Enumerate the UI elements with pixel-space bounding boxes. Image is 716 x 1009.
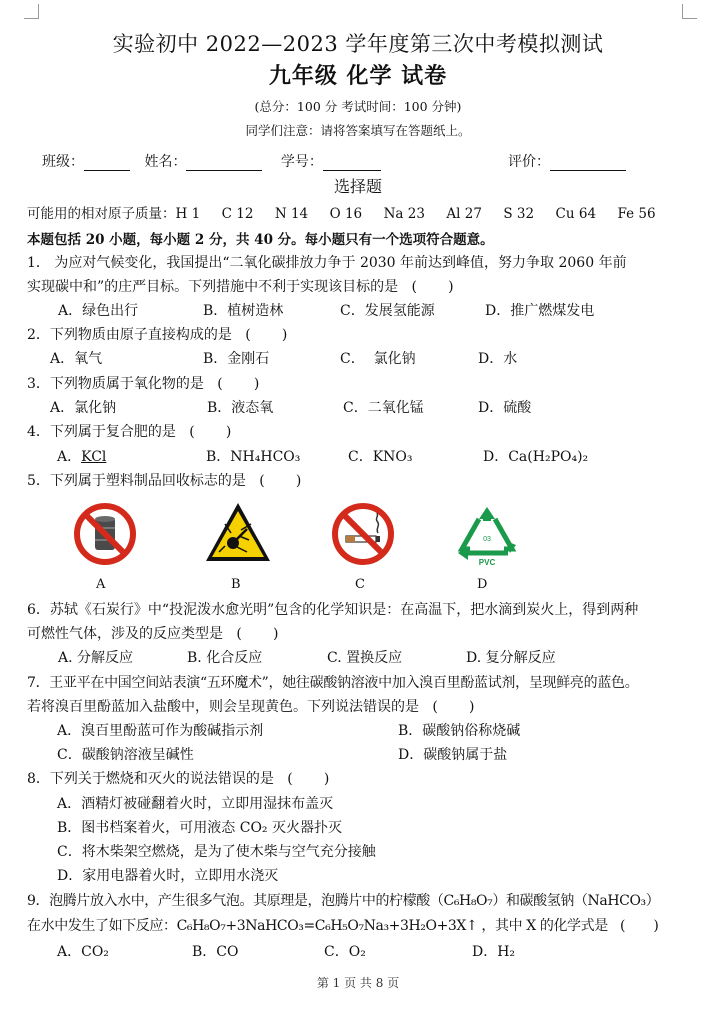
q5-pvc-text: PVC xyxy=(478,558,496,567)
q4-stem: 4．下列属于复合肥的是 ( ) xyxy=(27,424,232,440)
q9-option-b[interactable]: B．CO xyxy=(192,944,239,960)
q7-option-b[interactable]: B．碳酸钠俗称烧碱 xyxy=(398,723,521,739)
q2-option-b[interactable]: B．金刚石 xyxy=(203,351,270,367)
q9-line2: 在水中发生了如下反应：C₆H₈O₇+3NaHCO₃=C₆H₅O₇Na₃+3H₂O+3X↑ ，其中 X 的化学式是 ( ) xyxy=(27,918,659,934)
q1-option-d[interactable]: D．推广燃煤发电 xyxy=(485,303,595,319)
q6-option-c[interactable]: C. 置换反应 xyxy=(327,650,403,666)
q5-stem: 5．下列属于塑料制品回收标志的是 ( ) xyxy=(27,473,302,489)
q1-line2: 实现碳中和”的庄严目标。下列措施中不利于实现该目标的是 ( ) xyxy=(27,279,454,295)
q6-option-a[interactable]: A. 分解反应 xyxy=(58,650,134,666)
q7-option-c[interactable]: C．碳酸钠溶液呈碱性 xyxy=(57,747,194,763)
student-info-row xyxy=(42,151,381,171)
q7-option-a[interactable]: A．溴百里酚蓝可作为酸碱指示剂 xyxy=(57,723,264,739)
exam-subtitle: 九年级 化学 试卷 xyxy=(268,63,448,89)
notice: 同学们注意：请将答案填写在答题纸上。 xyxy=(245,123,471,138)
q9-line1: 9．泡腾片放入水中，产生很多气泡。其原理是，泡腾片中的柠檬酸（C₆H₈O₇）和碳酸氢钠（NaHCO₃） xyxy=(27,893,660,909)
q6-line2: 可燃性气体，涉及的反应类型是 ( ) xyxy=(27,626,279,642)
q5-sign-d-pvc-recycle-icon[interactable] xyxy=(454,503,520,567)
id-field[interactable] xyxy=(323,155,381,171)
exam-title: 实验初中 2022—2023 学年度第三次中考模拟测试 xyxy=(112,32,604,56)
q8-stem: 8．下列关于燃烧和灭火的说法错误的是 ( ) xyxy=(27,771,330,787)
q3-option-c[interactable]: C．二氧化锰 xyxy=(343,400,424,416)
q2-option-a[interactable]: A．氧气 xyxy=(50,351,103,367)
q9-option-a[interactable]: A．CO₂ xyxy=(57,944,109,960)
atomic-masses: 可能用的相对原子质量：H 1 C 12 N 14 O 16 Na 23 Al 27 S 32 Cu 64 Fe 56 xyxy=(27,206,656,222)
q7-option-d[interactable]: D．碳酸钠属于盐 xyxy=(398,747,508,763)
q5-sign-c-no-smoking-icon[interactable] xyxy=(331,502,395,566)
q1-option-c[interactable]: C．发展氢能源 xyxy=(340,303,435,319)
name-field[interactable] xyxy=(186,155,262,171)
q2-option-d[interactable]: D．水 xyxy=(478,351,518,367)
q5-label-d: D xyxy=(477,577,488,592)
q7-line2: 若将溴百里酚蓝加入盐酸中，则会呈现黄色。下列说法错误的是 ( ) xyxy=(27,699,475,715)
q9-option-c[interactable]: C．O₂ xyxy=(324,944,366,960)
q1-option-a[interactable]: A．绿色出行 xyxy=(58,303,139,319)
section-title: 选择题 xyxy=(333,177,382,196)
q4-option-d[interactable]: D．Ca(H₂PO₄)₂ xyxy=(483,449,589,465)
q8-option-b[interactable]: B．图书档案着火，可用液态 CO₂ 灭火器扑灭 xyxy=(57,820,342,836)
q8-option-a[interactable]: A．酒精灯被碰翻着火时，立即用湿抹布盖灭 xyxy=(57,796,334,812)
q4-option-a-prefix: A． xyxy=(57,449,82,465)
q8-option-c[interactable]: C．将木柴架空燃烧，是为了使木柴与空气充分接触 xyxy=(57,844,376,860)
q5-label-b: B xyxy=(231,577,241,592)
instructions: 本题包括 20 小题，每小题 2 分，共 40 分。每小题只有一个选项符合题意。 xyxy=(27,232,494,248)
q1-option-b[interactable]: B．植树造林 xyxy=(203,303,284,319)
q5-sign-b-explosive-warning-icon[interactable] xyxy=(203,500,273,564)
q5-label-c: C xyxy=(355,577,365,592)
class-field[interactable] xyxy=(84,155,130,171)
q3-stem: 3．下列物质属于氧化物的是 ( ) xyxy=(27,376,260,392)
q7-line1: 7．王亚平在中国空间站表演“五环魔术”，她往碳酸钠溶液中加入溴百里酚蓝试剂，呈现鲜亮的蓝色。 xyxy=(27,675,639,691)
corner-mark-top-right xyxy=(682,4,697,19)
q6-option-b[interactable]: B. 化合反应 xyxy=(187,650,263,666)
q2-option-c[interactable]: C． 氯化钠 xyxy=(340,351,416,367)
q5-label-a: A xyxy=(96,577,106,592)
q3-option-d[interactable]: D．硫酸 xyxy=(478,400,532,416)
q4-option-b[interactable]: B．NH₄HCO₃ xyxy=(206,449,301,465)
q2-stem: 2．下列物质由原子直接构成的是 ( ) xyxy=(27,327,288,343)
q1-line1: 1． 为应对气候变化，我国提出“二氧化碳排放力争于 2030 年前达到峰值，努力争取 2060 年前 xyxy=(27,255,627,271)
class-label: 班级： xyxy=(42,154,84,170)
q6-line1: 6．苏轼《石炭行》中“投泥泼水愈光明”包含的化学知识是：在高温下，把水滴到炭火上，得到两种 xyxy=(27,602,639,618)
q4-option-c[interactable]: C．KNO₃ xyxy=(348,449,413,465)
name-label: 姓名： xyxy=(144,154,187,170)
q4-option-a[interactable] xyxy=(57,446,106,466)
q6-option-d[interactable]: D. 复分解反应 xyxy=(466,650,556,666)
q5-sign-a-no-dumping-icon[interactable] xyxy=(73,502,137,566)
q8-option-d[interactable]: D．家用电器着火时，立即用水浇灭 xyxy=(57,868,279,884)
q3-option-a[interactable]: A．氯化钠 xyxy=(50,400,117,416)
q5-pvc-number: 03 xyxy=(483,536,491,543)
score-time: (总分：100 分 考试时间：100 分钟) xyxy=(254,99,462,114)
q3-option-b[interactable]: B．液态氧 xyxy=(207,400,274,416)
eval-row xyxy=(508,151,626,171)
id-label: 学号： xyxy=(280,154,323,170)
corner-mark-top-left xyxy=(24,4,39,19)
page-number: 第 1 页 共 8 页 xyxy=(316,976,400,990)
eval-field[interactable] xyxy=(550,155,626,171)
q4-option-a-formula: KCl xyxy=(81,449,107,465)
eval-label: 评价： xyxy=(508,154,550,170)
q9-option-d[interactable]: D．H₂ xyxy=(472,944,516,960)
